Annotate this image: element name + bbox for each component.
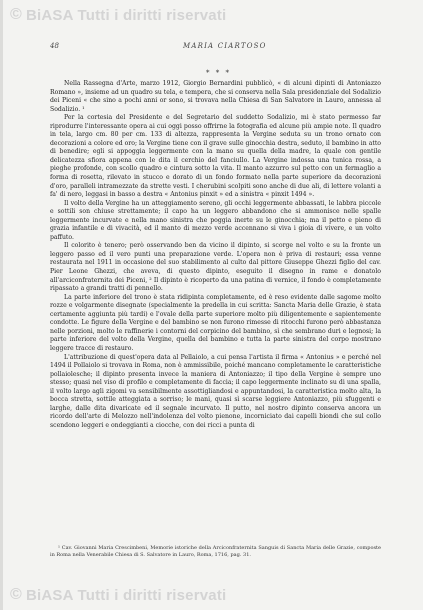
paragraph: Nella Rassegna d'Arte, marzo 1912, Giorgio Bernardini pubblicò, « di alcuni dipinti di Antoniazzo Romano », insieme ad un quadro su tela, e tempera, che si conserva nella Sala presidenziale del Sodalizio dei Piceni « che sino a pochi anni or sono, si trovava nella Chiesa di San Salvatore in Lauro, annessa al Sodalizio. ¹ xyxy=(50,80,381,113)
copyright-icon: © xyxy=(10,586,22,603)
paragraph: Il colorito è tenero; però osservando ben da vicino il dipinto, si scorge nel volto e su la fronte un leggero passo ed il vero punti una preparazione verde. L'opera non è priva di restauri; essa venne restaurata nel 1911 in occasione del suo stabilimento al culto dal pittore Giuseppe Ghezzi figlio del cav. Pier Leone Ghezzi, che aveva, di questo dipinto, eseguito il disegno in rame e donatolo all'arciconfraternita dei Piceni, ² Il dipinto è ricoperto da una patina di vernice, il fondo è completamente ripassato a grandi tratti di pennello. xyxy=(50,242,381,293)
footnotes xyxy=(50,545,381,559)
paragraph: Per la cortesia del Presidente e del Segretario del suddetto Sodalizio, mi è stato permesso far riprodurre l'interessante opera ai cui oggi posso offrirne la fotografia ed alcune più ampie note. Il quadro in tela, largo cm. 80 per cm. 133 di altezza, rappresenta la Vergine seduta su un trono ornato con decorazioni a colore ed oro; la Vergine tiene con il grave sulle ginocchia destra, seduto, il bambino in atto di benedire; egli si appoggia leggermente con la mano su quella della madre, la quale con gentile delicatezza sfiora appena con le dita il cerchio del fanciullo. La Vergine indossa una tunica rossa, a pieghe profonde, con scollo quadro e cintura sotto la vita. Il manto azzurro sul petto con un fermaglio a forma di rosetta, rilevato in stucco e dorato di un fondo formato nella parte superiore da decorazioni d'oro, paralleli intramezzate da strette vesti. I cherubini scolpiti sono anche di due ali, di lettere volanti a fa' di nero, leggasi in basso a destra « Antonius pinxit » ed a sinistra « pinxit 1494 ». xyxy=(50,114,381,199)
paragraph: Il volto della Vergine ha un atteggiamento sereno, gli occhi leggermente abbassati, le labbra piccole e sottili son chiuse strettamente; il capo ha un leggero abbandono che si ammonisce nelle spalle leggermente incurvate e nella mano sinistra che poggia inerte su le ginocchia; ma il petto e pieno di grazia infantile e di vivacità, ed il manto di mezzo verde accennano si viva i gioia di vivere, e un volto paffuto. xyxy=(50,199,381,241)
paragraph: L'attribuzione di quest'opera data al Pellaiolo, a cui pensa l'artista il firma « Antonius » e perché nel 1494 il Pollaiolo si trovava in Roma, non è ammissibile, poiché mancano completamente le caratteristiche pollaiolesche; il dipinto presenta invece la maniera di Antoniazzo; il tipo della Vergine è sempre uno stesso; quasi nel viso di profilo e completamente di faccia; il capo leggermente inclinato su di una spalla, il volto largo agli zigomi va sensibilmente assottigliandosi e appuntandosi, la caratteristica molto alta, la bocca stretta, sottile atteggiata a sorriso; le mani, quasi sì scarse leggiere Antoniazzo, più sfuggenti e larghe, dalle dita divaricate ed il segnale incurvato. Il putto, nel nostro dipinto conserva ancora un ricordo dell'arte di Melozzo nell'indolenza del volto pienone, incorniciato dai capelli biondi che sul collo scendono leggeri e ondeggianti a ciocche, con dei ricci a punta di xyxy=(50,353,381,429)
watermark-text: BiASA Tutti i diritti riservati xyxy=(26,6,227,24)
watermark-bottom xyxy=(10,586,226,604)
running-head: MARIA CIARTOSO xyxy=(183,42,267,50)
section-ornament: * * * xyxy=(206,69,231,77)
page-number: 48 xyxy=(50,42,59,50)
body-text xyxy=(50,80,381,430)
footnote: ¹ Cav. Giovanni Maria Crescimbeni, Memorie istoriche della Arciconfraternita Sanguis di Sancta Maria delle Grazie, composte in Roma nella Venerabile Chiesa di S. Salvatore in Lauro, Roma, 1716, pag. 31. xyxy=(50,545,381,558)
page-binding-edge xyxy=(0,0,3,610)
paragraph: La parte inferiore del trono è stata ridipinta completamente, ed è reso evidente dalle sagome molto rozze e volgarmente disegnate (specialmente la predella in cui scritta: Sancta Maria delle Grazie, è stata certamente aggiunta più tardi) e l'ovale della parte superiore molto più diligentemente e sapientemente condotte. Le figure della Vergine e del bambino se non furono rimesse di ritocchi furono però abbastanza nelle porzioni, molto le raffinerie i contorni del corpicino del bambino, sì che sembrano duri e legnosi; la parte inferiore del volto della Vergine, quella del bambino e tutta la parte sinistra del corpo mostrano leggere tracce di restauro. xyxy=(50,293,381,352)
watermark-text: BiASA Tutti i diritti riservati xyxy=(26,586,227,604)
watermark-top xyxy=(10,6,226,24)
copyright-icon: © xyxy=(10,6,22,23)
